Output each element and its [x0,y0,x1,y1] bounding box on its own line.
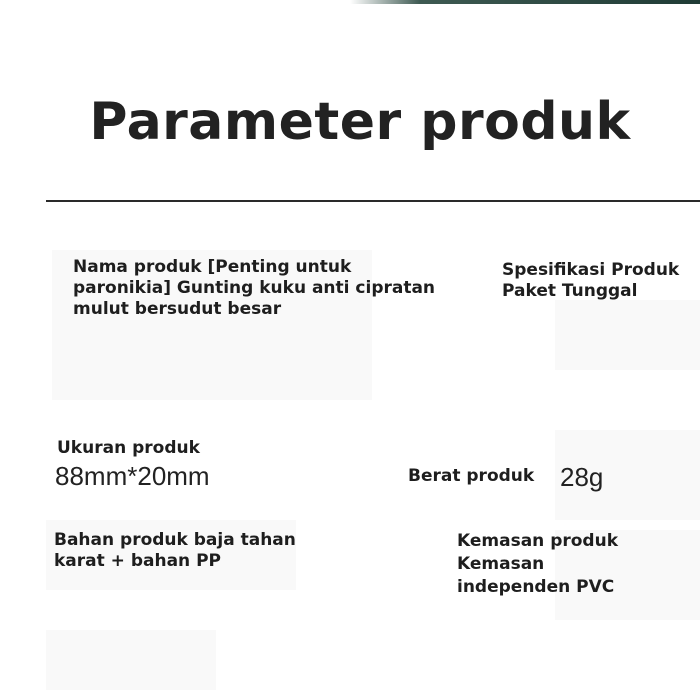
product-name-line: mulut bersudut besar [73,299,282,319]
size-label: Ukuran produk [57,438,200,458]
product-name [73,257,435,320]
weight-value: 28g [560,462,604,492]
packaging-line: Kemasan [457,554,545,574]
weight-label: Berat produk [408,466,535,486]
size-value: 88mm*20mm [55,461,210,491]
product-packaging [457,530,618,599]
top-accent-bar [0,0,700,4]
material-line: Bahan produk baja tahan [54,530,296,550]
product-material [54,530,296,572]
packaging-line: Kemasan produk [457,531,619,551]
page-title: Parameter produk [89,92,631,152]
product-name-line: Nama produk [Penting untuk [73,257,352,277]
title-divider [46,200,700,202]
material-line: karat + bahan PP [54,551,221,571]
spec-line: Spesifikasi Produk [502,260,680,280]
packaging-line: independen PVC [457,577,615,597]
product-spec [502,260,679,302]
background-block [46,630,216,690]
spec-line: Paket Tunggal [502,281,638,301]
product-name-line: paronikia] Gunting kuku anti cipratan [73,278,436,298]
background-block [555,300,700,370]
